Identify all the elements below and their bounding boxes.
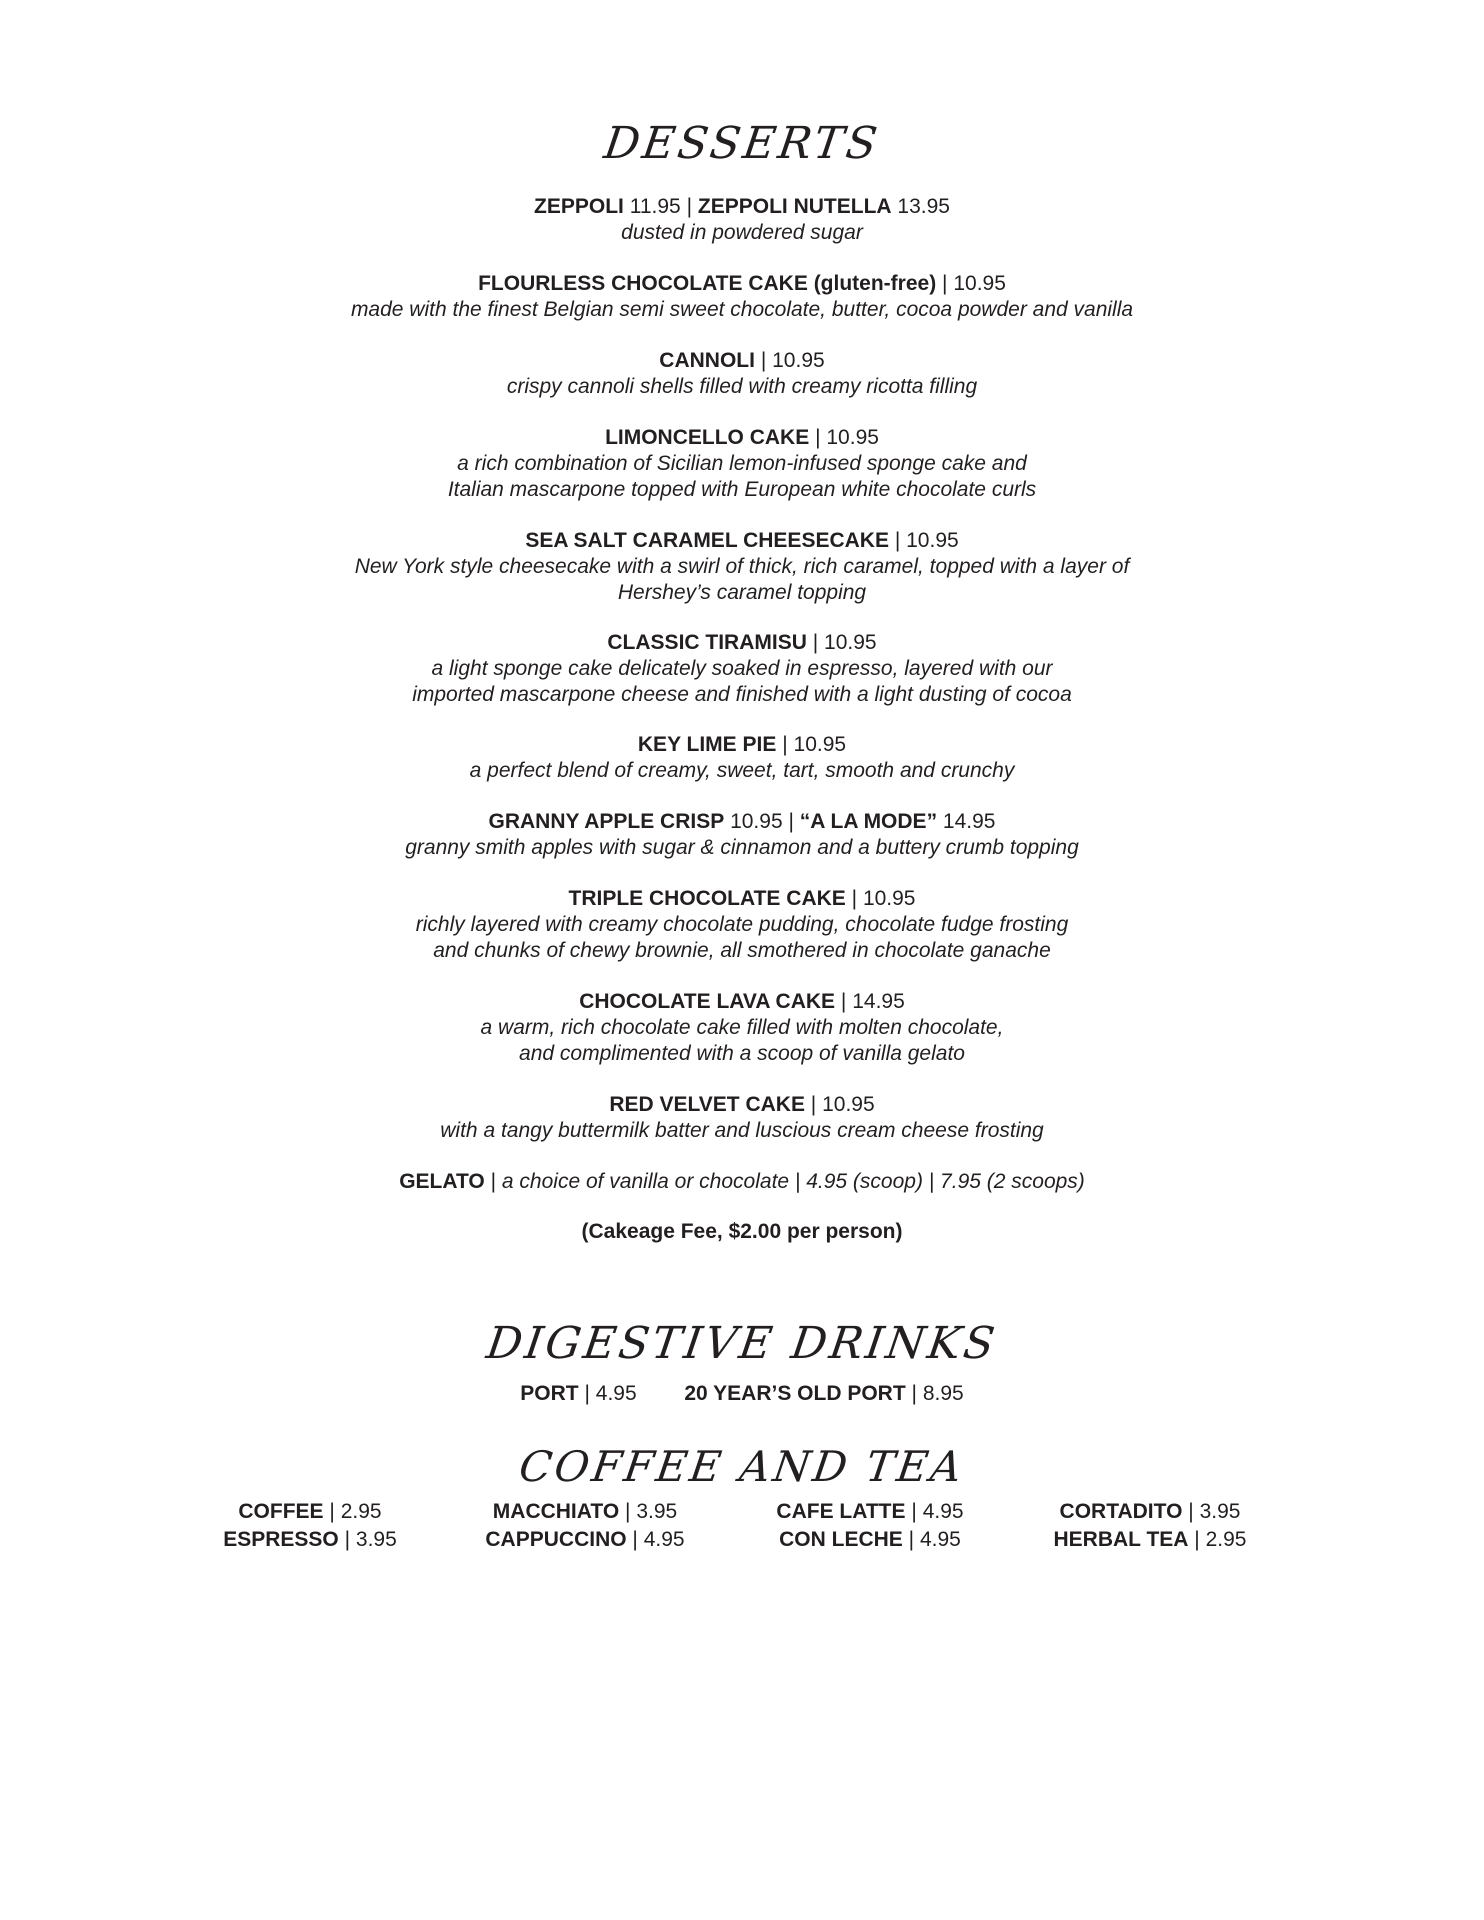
item-name: KEY LIME PIE bbox=[637, 733, 777, 756]
item-description: a choice of vanilla or chocolate | 4.95 (scoop) | 7.95 (2 scoops) bbox=[501, 1170, 1085, 1193]
drink-name: COFFEE bbox=[238, 1500, 324, 1523]
item-price: 10.95 bbox=[953, 272, 1006, 295]
drink-item-cappuccino bbox=[455, 1526, 715, 1554]
coffee-and-tea-grid bbox=[0, 1498, 1484, 1558]
item-name: LIMONCELLO CAKE bbox=[605, 426, 810, 449]
separator: | bbox=[584, 1382, 590, 1405]
coffee-column bbox=[180, 1498, 440, 1554]
drink-price: 4.95 bbox=[919, 1528, 961, 1551]
desserts-heading: DESSERTS bbox=[600, 118, 884, 169]
menu-item-flourless-chocolate-cake bbox=[0, 271, 1484, 323]
separator: | bbox=[1194, 1528, 1200, 1551]
drink-price: 3.95 bbox=[355, 1528, 397, 1551]
menu-item-sea-salt-caramel-cheesecake bbox=[0, 528, 1484, 606]
separator: | bbox=[911, 1382, 917, 1405]
item-description: made with the finest Belgian semi sweet chocolate, butter, cocoa powder and vanilla bbox=[350, 298, 1134, 321]
cakeage-fee-note: (Cakeage Fee, $2.00 per person) bbox=[581, 1220, 903, 1243]
menu-item-granny-apple-crisp bbox=[0, 809, 1484, 861]
separator: | bbox=[840, 990, 847, 1013]
drink-name: HERBAL TEA bbox=[1053, 1528, 1189, 1551]
separator: | bbox=[344, 1528, 351, 1551]
separator: | bbox=[908, 1528, 915, 1551]
item-name-line bbox=[0, 271, 1484, 297]
drink-name: 20 YEAR’S OLD PORT bbox=[684, 1382, 906, 1405]
item-description: a rich combination of Sicilian lemon-infused sponge cake and bbox=[457, 452, 1027, 475]
item-name-line bbox=[0, 194, 1484, 220]
item-price: 10.95 bbox=[906, 529, 959, 552]
item-name: GELATO bbox=[399, 1170, 485, 1193]
item-price: 10.95 bbox=[862, 887, 916, 910]
separator: | bbox=[812, 631, 819, 654]
item-description: richly layered with creamy chocolate pudding, chocolate fudge frosting bbox=[415, 913, 1069, 936]
item-description: dusted in powdered sugar bbox=[621, 221, 863, 244]
drink-price: 3.95 bbox=[1199, 1500, 1241, 1523]
drink-item-cafe-latte bbox=[740, 1498, 1000, 1526]
menu-item-limoncello-cake bbox=[0, 425, 1484, 503]
item-name-line bbox=[0, 348, 1484, 374]
item-price: 10.95 bbox=[730, 810, 783, 833]
item-description: a light sponge cake delicately soaked in espresso, layered with our bbox=[431, 657, 1053, 680]
drink-name: ESPRESSO bbox=[223, 1528, 339, 1551]
separator: | bbox=[686, 195, 693, 218]
separator: | bbox=[625, 1500, 631, 1523]
separator: | bbox=[894, 529, 901, 552]
drink-price: 4.95 bbox=[595, 1382, 637, 1405]
coffee-column bbox=[1020, 1498, 1280, 1554]
drink-price: 2.95 bbox=[1205, 1528, 1247, 1551]
item-price: 14.95 bbox=[852, 990, 905, 1013]
separator: | bbox=[942, 272, 948, 295]
item-price-2: 13.95 bbox=[897, 195, 950, 218]
item-price: 10.95 bbox=[822, 1093, 875, 1116]
drink-price: 3.95 bbox=[636, 1500, 678, 1523]
coffee-column bbox=[455, 1498, 715, 1554]
menu-item-red-velvet-cake bbox=[0, 1092, 1484, 1144]
item-name-line bbox=[0, 1092, 1484, 1118]
item-name: CANNOLI bbox=[659, 349, 755, 372]
item-name-2: “A LA MODE” bbox=[799, 810, 938, 833]
item-name: FLOURLESS CHOCOLATE CAKE (gluten-free) bbox=[478, 272, 937, 295]
item-description: crispy cannoli shells filled with creamy ricotta filling bbox=[506, 375, 978, 398]
drink-item-cortadito bbox=[1020, 1498, 1280, 1526]
drink-name: MACCHIATO bbox=[492, 1500, 620, 1523]
item-description: New York style cheesecake with a swirl of thick, rich caramel, topped with a layer of bbox=[354, 555, 1130, 578]
drink-item-port bbox=[520, 1382, 642, 1405]
drink-price: 2.95 bbox=[340, 1500, 382, 1523]
coffee-column bbox=[740, 1498, 1000, 1554]
drink-name: CAPPUCCINO bbox=[485, 1528, 627, 1551]
item-name: ZEPPOLI bbox=[534, 195, 624, 218]
separator: | bbox=[782, 733, 788, 756]
item-name: CHOCOLATE LAVA CAKE bbox=[579, 990, 836, 1013]
item-name: SEA SALT CARAMEL CHEESECAKE bbox=[525, 529, 889, 552]
item-name-2: ZEPPOLI NUTELLA bbox=[697, 195, 892, 218]
item-description: a warm, rich chocolate cake filled with molten chocolate, bbox=[480, 1016, 1004, 1039]
digestive-drinks-heading: DIGESTIVE DRINKS bbox=[483, 1318, 1001, 1369]
separator: | bbox=[810, 1093, 817, 1116]
item-description: granny smith apples with sugar & cinnamon and a buttery crumb topping bbox=[405, 836, 1079, 859]
drink-name: PORT bbox=[520, 1382, 579, 1405]
separator: | bbox=[788, 810, 794, 833]
item-price: 10.95 bbox=[824, 631, 877, 654]
item-description: with a tangy buttermilk batter and luscious cream cheese frosting bbox=[440, 1119, 1044, 1142]
item-price: 10.95 bbox=[772, 349, 825, 372]
separator: | bbox=[911, 1500, 917, 1523]
drink-item-coffee bbox=[180, 1498, 440, 1526]
item-price-2: 14.95 bbox=[942, 810, 996, 833]
drink-item-espresso bbox=[180, 1526, 440, 1554]
drink-price: 4.95 bbox=[922, 1500, 964, 1523]
item-price: 10.95 bbox=[793, 733, 847, 756]
item-name: TRIPLE CHOCOLATE CAKE bbox=[568, 887, 846, 910]
drink-item-20-year-port bbox=[684, 1382, 963, 1405]
menu-item-key-lime-pie bbox=[0, 732, 1484, 784]
separator: | bbox=[490, 1170, 497, 1193]
separator: | bbox=[632, 1528, 638, 1551]
drink-price: 4.95 bbox=[643, 1528, 685, 1551]
item-name: GRANNY APPLE CRISP bbox=[488, 810, 725, 833]
menu-item-gelato bbox=[0, 1169, 1484, 1195]
separator: | bbox=[1188, 1500, 1194, 1523]
menu-item-chocolate-lava-cake bbox=[0, 989, 1484, 1067]
coffee-and-tea-heading: COFFEE AND TEA bbox=[516, 1442, 968, 1491]
item-name-line bbox=[0, 732, 1484, 758]
item-price: 11.95 bbox=[629, 195, 681, 218]
item-name-line bbox=[0, 989, 1484, 1015]
item-description: imported mascarpone cheese and finished with a light dusting of cocoa bbox=[412, 683, 1072, 706]
digestive-drinks-row bbox=[0, 1382, 1484, 1406]
drink-item-macchiato bbox=[455, 1498, 715, 1526]
drink-name: CAFE LATTE bbox=[776, 1500, 906, 1523]
separator: | bbox=[329, 1500, 335, 1523]
item-name-line bbox=[0, 630, 1484, 656]
menu-item-cannoli bbox=[0, 348, 1484, 400]
separator: | bbox=[815, 426, 821, 449]
separator: | bbox=[760, 349, 767, 372]
menu-item-zeppoli bbox=[0, 194, 1484, 246]
item-name: RED VELVET CAKE bbox=[609, 1093, 805, 1116]
drink-item-herbal-tea bbox=[1020, 1526, 1280, 1554]
separator: | bbox=[851, 887, 858, 910]
item-name-line bbox=[0, 425, 1484, 451]
item-description: a perfect blend of creamy, sweet, tart, smooth and crunchy bbox=[469, 759, 1015, 782]
item-description: and chunks of chewy brownie, all smothered in chocolate ganache bbox=[433, 939, 1051, 962]
item-name-line bbox=[0, 528, 1484, 554]
drink-price: 8.95 bbox=[922, 1382, 964, 1405]
drink-name: CORTADITO bbox=[1059, 1500, 1183, 1523]
item-name: CLASSIC TIRAMISU bbox=[607, 631, 807, 654]
menu-item-triple-chocolate-cake bbox=[0, 886, 1484, 964]
item-name-line bbox=[0, 809, 1484, 835]
item-name-line bbox=[0, 886, 1484, 912]
item-description: Italian mascarpone topped with European white chocolate curls bbox=[447, 478, 1037, 501]
item-description: Hershey’s caramel topping bbox=[617, 581, 867, 604]
item-description: and complimented with a scoop of vanilla gelato bbox=[519, 1042, 965, 1065]
menu-item-classic-tiramisu bbox=[0, 630, 1484, 708]
item-price: 10.95 bbox=[826, 426, 879, 449]
drink-item-con-leche bbox=[740, 1526, 1000, 1554]
drink-name: CON LECHE bbox=[779, 1528, 903, 1551]
